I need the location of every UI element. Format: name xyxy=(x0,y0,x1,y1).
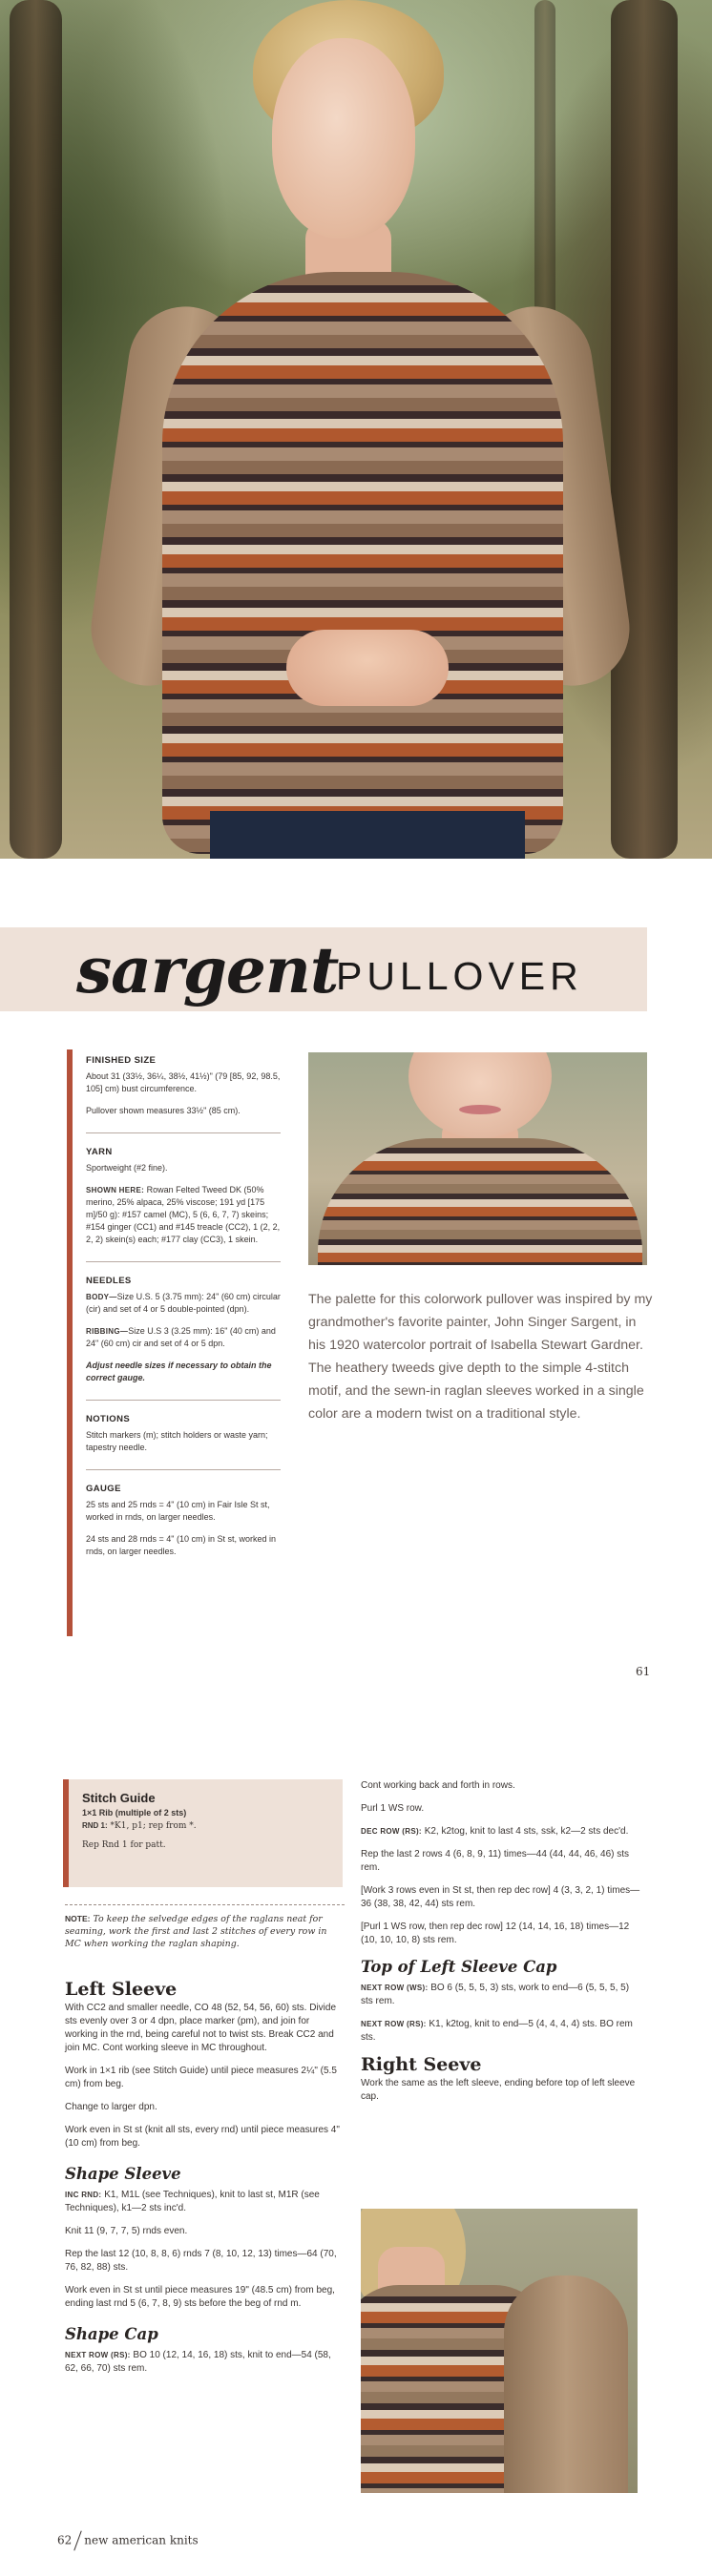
page-number: 62 xyxy=(57,2533,73,2547)
yarn-section xyxy=(86,1132,281,1246)
instruction xyxy=(361,1825,643,1839)
section-heading: FINISHED SIZE xyxy=(86,1055,157,1066)
instruction: Knit 11 (9, 7, 7, 5) rnds even. xyxy=(65,2226,188,2236)
note-text: To keep the selvedge edges of the raglans neat for seaming, work the first and last 2 stitches of every row in MC when working the raglan shaping. xyxy=(65,1914,327,1949)
instruction: With CC2 and smaller needle, CO 48 (52, 54, 56, 60) sts. Divide sts evenly over 3 or 4 dpn, place marker (pm), and join for working in the rnd, being careful not to twist sts. Break CC2 and join MC. Cont working sleeve in MC throughout. xyxy=(65,2003,337,2053)
info-text: Pullover shown measures 33½" (85 cm). xyxy=(86,1106,241,1115)
stitch-guide-title: Stitch Guide xyxy=(82,1791,156,1805)
section-heading: Top of Left Sleeve Cap xyxy=(361,1958,557,1976)
info-text: Adjust needle sizes if necessary to obtain the correct gauge. xyxy=(86,1361,272,1382)
info-text: Stitch markers (m); stitch holders or waste yarn; tapestry needle. xyxy=(86,1430,268,1452)
page-footer xyxy=(57,2530,199,2551)
info-text: About 31 (33½, 36¼, 38½, 41½)" (79 [85, 92, 98.5, 105] cm) bust circumference. xyxy=(86,1071,281,1093)
instruction xyxy=(65,2189,345,2215)
needles-section xyxy=(86,1261,281,1384)
title-script: sargent xyxy=(76,933,339,1008)
instruction: Purl 1 WS row. xyxy=(361,1803,425,1814)
row-label: NEXT ROW (RS): xyxy=(65,2351,131,2359)
info-value: Size U.S 3 (3.25 mm): 16" (40 cm) and 24" (60 cm) cir and set of 4 or 5 dpn. xyxy=(86,1326,276,1348)
row-label: NEXT ROW (RS): xyxy=(361,2020,427,2028)
section-heading: YARN xyxy=(86,1147,113,1157)
info-text xyxy=(86,1184,281,1246)
info-label: RIBBING— xyxy=(86,1327,129,1336)
tree-trunk xyxy=(10,0,62,859)
info-text: Sportweight (#2 fine). xyxy=(86,1163,168,1173)
stitch-guide-repeat: Rep Rnd 1 for patt. xyxy=(82,1840,166,1850)
section-heading: Right Seeve xyxy=(361,2054,482,2075)
notions-section xyxy=(86,1400,281,1454)
row-text: BO 10 (12, 14, 16, 18) sts, knit to end—54 (58, 62, 66, 70) sts rem. xyxy=(65,2350,331,2374)
sleeve-detail-photo xyxy=(361,2209,638,2493)
instruction xyxy=(361,1982,643,2008)
section-heading: NEEDLES xyxy=(86,1276,132,1286)
row-text: K2, k2tog, knit to last 4 sts, ssk, k2—2 sts dec'd. xyxy=(424,1826,629,1837)
page-number: 61 xyxy=(636,1665,651,1678)
seaming-note xyxy=(65,1904,345,1950)
instruction: Work in 1×1 rib (see Stitch Guide) until piece measures 2¼" (5.5 cm) from beg. xyxy=(65,2066,337,2089)
finished-size-section xyxy=(86,1049,281,1117)
row-text: K1, k2tog, knit to end—5 (4, 4, 4, 4) sts. BO rem sts. xyxy=(361,2019,633,2043)
title-caps: PULLOVER xyxy=(336,954,583,998)
note-label: NOTE: xyxy=(65,1914,91,1923)
colorwork-sweater xyxy=(162,272,563,854)
model-face xyxy=(272,38,415,239)
section-heading: Shape Cap xyxy=(65,2325,158,2343)
instruction xyxy=(65,2349,345,2376)
row-label: NEXT ROW (WS): xyxy=(361,1984,429,1992)
section-heading: Shape Sleeve xyxy=(65,2165,181,2183)
book-title: new american knits xyxy=(84,2533,199,2547)
section-heading: NOTIONS xyxy=(86,1414,131,1424)
intro-paragraph: The heathery tweeds give depth to the simple 4-stitch motif, and the sewn-in raglan sleeves worked in a single color are a modern twist on a traditional style. xyxy=(308,1361,644,1422)
instruction: Work even in St st until piece measures 19" (48.5 cm) from beg, ending last rnd 5 (6, 7, 8, 9) sts before the beg of rnd m. xyxy=(65,2285,335,2309)
round-text: *K1, p1; rep from *. xyxy=(110,1821,197,1831)
gauge-section xyxy=(86,1469,281,1558)
model-face xyxy=(408,1052,552,1138)
round-label: RND 1: xyxy=(82,1821,108,1830)
stitch-guide-box xyxy=(63,1779,343,1887)
info-value: Rowan Felted Tweed DK (50% merino, 25% alpaca, 25% viscose; 191 yd [175 m]/50 g): #157 camel (MC), 5 (6, 6, 7, 7) skeins; #154 ginger (CC1) and #145 treacle (CC2), 1 (2, 2, 2, 2) skein(s) each; #177 clay (CC3), 1 skein. xyxy=(86,1185,281,1244)
colorwork-yoke xyxy=(318,1138,642,1265)
model-hands xyxy=(286,630,449,706)
model-lips xyxy=(459,1105,501,1114)
stitch-guide-round xyxy=(82,1821,329,1831)
pattern-info-sidebar xyxy=(67,1049,281,1636)
info-label: BODY— xyxy=(86,1293,117,1301)
sweater-sleeve xyxy=(504,2275,628,2493)
tree-trunk xyxy=(611,0,678,859)
info-text xyxy=(86,1325,281,1350)
footer-divider xyxy=(74,2530,82,2550)
stitch-guide-subtitle: 1×1 Rib (multiple of 2 sts) xyxy=(82,1808,187,1818)
info-text xyxy=(86,1291,281,1316)
row-text: BO 6 (5, 5, 5, 3) sts, work to end—6 (5, 5, 5, 5) sts rem. xyxy=(361,1983,630,2006)
instruction: Work the same as the left sleeve, ending before top of left sleeve cap. xyxy=(361,2078,636,2102)
instruction: Change to larger dpn. xyxy=(65,2102,157,2112)
section-heading: Left Sleeve xyxy=(65,1979,178,2000)
intro-paragraph: The palette for this colorwork pullover was inspired by my grandmother's favorite painter, John Singer Sargent, in his 1920 watercolor portrait of Isabella Stewart Gardner. xyxy=(308,1292,653,1353)
instruction: [Work 3 rows even in St st, then rep dec row] 4 (3, 3, 2, 1) times—36 (38, 38, 42, 44) sts rem. xyxy=(361,1885,640,1909)
instruction: Rep the last 12 (10, 8, 8, 6) rnds 7 (8, 10, 12, 13) times—64 (70, 76, 82, 88) sts. xyxy=(65,2249,337,2273)
section-heading: GAUGE xyxy=(86,1484,121,1494)
hero-photo xyxy=(0,0,712,859)
row-text: K1, M1L (see Techniques), knit to last st, M1R (see Techniques), k1—2 sts inc'd. xyxy=(65,2190,320,2213)
instruction xyxy=(361,2018,643,2045)
model-jeans xyxy=(210,811,525,859)
intro-text xyxy=(308,1288,654,1425)
right-column xyxy=(361,1779,643,2113)
instruction: [Purl 1 WS row, then rep dec row] 12 (14, 14, 16, 18) times—12 (10, 10, 10, 8) sts rem. xyxy=(361,1922,630,1945)
row-label: INC RND: xyxy=(65,2191,102,2199)
info-label: SHOWN HERE: xyxy=(86,1186,145,1195)
instruction: Cont working back and forth in rows. xyxy=(361,1780,515,1791)
instruction: Rep the last 2 rows 4 (6, 8, 9, 11) times—44 (44, 44, 46, 46) sts rem. xyxy=(361,1849,630,1873)
info-text: 24 sts and 28 rnds = 4" (10 cm) in St st, worked in rnds, on larger needles. xyxy=(86,1534,277,1556)
left-column xyxy=(65,1979,345,2385)
instruction: Work even in St st (knit all sts, every rnd) until piece measures 4" (10 cm) from beg. xyxy=(65,2125,340,2149)
info-value: Size U.S. 5 (3.75 mm): 24" (60 cm) circular (cir) and set of 4 or 5 double-pointed (dpn). xyxy=(86,1292,281,1314)
row-label: DEC ROW (RS): xyxy=(361,1827,422,1836)
info-text: 25 sts and 25 rnds = 4" (10 cm) in Fair Isle St st, worked in rnds, on larger needles. xyxy=(86,1500,270,1522)
detail-photo xyxy=(308,1052,647,1265)
